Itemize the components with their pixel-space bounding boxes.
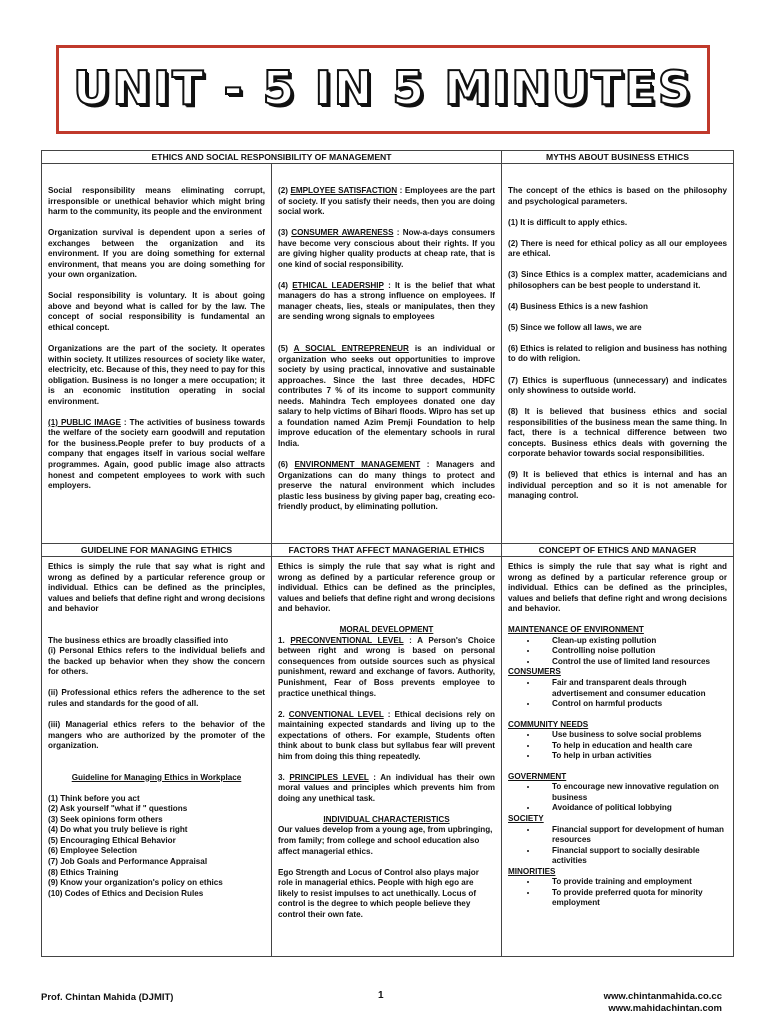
paragraph: (i) Personal Ethics refers to the individual beliefs and the backed up behavior when they show the concern for others.: [48, 646, 265, 677]
paragraph: Ethics is simply the rule that say what is right and wrong as defined by a particular reference group or individual. Ethics can be defined as the principles, values and beliefs that define right and wrong decisions and behavior.: [508, 562, 728, 614]
paragraph: Social responsibility means eliminating corrupt, irresponsible or unethical behavior which might bring harm to the community, its people and the environment: [48, 186, 265, 217]
title-banner: [56, 45, 710, 134]
list-item: • Avoidance of political lobbying: [538, 803, 727, 814]
label: CONVENTIONAL LEVEL: [288, 709, 384, 719]
text: : An individual has their own moral values and principles which prevents him from doing any unethical task.: [278, 772, 496, 803]
text: : Employees are the part of society. If you satisfy their needs, then you are doing social work.: [278, 186, 496, 217]
label: (1) PUBLIC IMAGE: [48, 417, 121, 427]
prefix: (3): [278, 228, 292, 238]
myth-item: (2) There is need for ethical policy as all our employees are ethical.: [508, 238, 728, 259]
paragraph-ethical-leadership: [278, 281, 495, 323]
myth-item: (8) It is believed that business ethics and social responsibilities of the business mean the same thing. In fact, there is a technical difference between two concepts. Business ethics deals with governing the corporate behavior towards social responsibilities.: [508, 407, 728, 459]
paragraph: Ethics is simply the rule that say what is right and wrong as defined by a particular reference group or individual. Ethics can be defined as the principles, values and beliefs that define right and wrong decisions and behavior: [48, 562, 265, 614]
list-item: • Control the use of limited land resources: [538, 657, 727, 668]
list-item: • To provide training and employment: [538, 877, 727, 888]
paragraph: Social responsibility is voluntary. It is about going above and beyond what is called for by the law. The concept of social responsibility is fundamental an ethical concept.: [48, 291, 265, 333]
label: ETHICAL LEADERSHIP: [292, 280, 384, 290]
myth-item: (7) Ethics is superfluous (unnecessary) and indicates only showiness to outside world.: [508, 375, 728, 396]
list-item: (8) Ethics Training: [48, 867, 119, 877]
list-item: • Controlling noise pollution: [538, 646, 727, 657]
section-header-myths: MYTHS ABOUT BUSINESS ETHICS: [502, 151, 734, 164]
list-item: • To help in urban activities: [538, 751, 727, 762]
myth-item: (4) Business Ethics is a new fashion: [508, 301, 648, 311]
list-item: (7) Job Goals and Performance Appraisal: [48, 856, 208, 866]
myth-item: (6) Ethics is related to religion and business has nothing to do with religion.: [508, 343, 728, 364]
section-header-ethics-social: ETHICS AND SOCIAL RESPONSIBILITY OF MANAGEMENT: [42, 151, 502, 164]
subsection-title: COMMUNITY NEEDS: [508, 719, 589, 729]
footer-author: Prof. Chintan Mahida (DJMIT): [41, 992, 174, 1003]
environment-list: [508, 636, 727, 668]
consumers-list: [508, 678, 727, 710]
list-item: • To encourage new innovative regulation on business: [538, 782, 727, 803]
paragraph-preconventional: [278, 636, 495, 699]
prefix: (4): [278, 280, 293, 290]
list-item: (2) Ask yourself "what if " questions: [48, 804, 188, 814]
footer-link[interactable]: www.chintanmahida.co.cc: [603, 991, 722, 1002]
minorities-list: [508, 877, 727, 909]
list-item: (5) Encouraging Ethical Behavior: [48, 835, 176, 845]
paragraph: Organizations are the part of the society. It operates within society. It utilizes resources of society like water, electricity, etc. Because of this, they need to pay for this obligation. Business is no longer a mere occupation; it is an economic institution operating in social environment.: [48, 344, 265, 406]
label: ENVIRONMENT MANAGEMENT: [294, 459, 421, 469]
list-item: • Use business to solve social problems: [538, 730, 727, 741]
list-item: • Financial support for development of human resources: [538, 825, 727, 846]
paragraph: Ethics is simply the rule that say what is right and wrong as defined by a particular reference group or individual. Ethics can be defined as the principles, values and beliefs that define right and wrong decisions and behavior.: [278, 562, 496, 614]
footer-websites: [604, 991, 722, 1015]
list-item: • To help in education and health care: [538, 741, 727, 752]
myth-item: (3) Since Ethics is a complex matter, academicians and philosophers can be best people to understand it.: [508, 270, 728, 290]
paragraph: (ii) Professional ethics refers the adherence to the set rules and standards for the good of all.: [48, 688, 265, 708]
section-header-factors: FACTORS THAT AFFECT MANAGERIAL ETHICS: [272, 544, 502, 557]
list-item: (10) Codes of Ethics and Decision Rules: [48, 888, 204, 898]
section-header-concept: CONCEPT OF ETHICS AND MANAGER: [502, 544, 734, 557]
prefix: 3.: [278, 772, 290, 782]
paragraph-conventional: [278, 710, 495, 763]
paragraph: (iii) Managerial ethics refers to the behavior of the mangers who are authorized by the promoter of the organization.: [48, 720, 265, 751]
ethics-social-column-2: [272, 164, 502, 544]
paragraph-environment-management: [278, 460, 495, 513]
society-list: [508, 825, 727, 867]
factors-column: [272, 557, 502, 957]
paragraph: Our values develop from a young age, from upbringing, from family; from college and school education also affect managerial ethics.: [278, 825, 493, 856]
text: : Managers and Organizations can do many things to protect and preserve the natural environment which includes plastic less business by giving paper bag, creating eco-friendly product, by eliminating pollution.: [278, 459, 496, 512]
prefix: 1.: [278, 635, 291, 645]
subsection-title: INDIVIDUAL CHARACTERISTICS: [323, 814, 450, 824]
subsection-title: CONSUMERS: [508, 667, 561, 677]
paragraph: Organization survival is dependent upon a series of exchanges between the organization and its environment. If you are doing something for external environment, that means you are doing something for your own organization.: [48, 228, 265, 280]
content-table: [41, 150, 734, 957]
myth-item: (9) It is believed that ethics is internal and has an individual perception and so it is not amenable for managing control.: [508, 470, 728, 501]
list-item: • Control on harmful products: [538, 699, 727, 710]
subsection-title: GOVERNMENT: [508, 771, 567, 781]
text: : It is the belief that what managers do has a strong influence on employees. If manager cheats, lies, steals or manipulates, then they are sending wrong signals to employees: [278, 280, 496, 322]
label: A SOCIAL ENTREPRENEUR: [293, 344, 409, 354]
subsection-title: MORAL DEVELOPMENT: [339, 625, 434, 635]
text: : The activities of business towards the welfare of the society earn goodwill and reputation for the business.People prefer to buy products of a company that engages itself in various social welfare programmes. Again, good public image also attracts honest and competent employees to work with such employers.: [48, 417, 265, 491]
myth-item: (5) Since we follow all laws, we are: [508, 322, 642, 332]
label: EMPLOYEE SATISFACTION: [290, 186, 398, 195]
paragraph: Ego Strength and Locus of Control also plays major role in managerial ethics. People with high ego are likely to resist impulses to act unethically. Locus of control is the degree to which people believe they control their own fate.: [278, 867, 479, 919]
list-item: (4) Do what you truly believe is right: [48, 825, 188, 835]
section-header-guideline: GUIDELINE FOR MANAGING ETHICS: [42, 544, 272, 557]
list-item: • Fair and transparent deals through advertisement and consumer education: [538, 678, 727, 699]
text: : A Person's Choice between right and wrong is based on personal consequences from outside sources such as physical punishment, reward and exchange of favors. Authority, Punishment, Fear of Boss prevents employee to practice unethical things.: [278, 635, 496, 698]
label: CONSUMER AWARENESS: [291, 228, 394, 238]
text: : Now-a-days consumers have become very conscious about their rights. If you are giving higher quality products at cheap rate, that is one kind of social responsibility.: [278, 228, 496, 269]
myths-column: [502, 164, 734, 544]
list-item: • Clean-up existing pollution: [538, 636, 727, 647]
page-title: UNIT - 5 IN 5 MINUTES: [73, 60, 693, 115]
guideline-column: [42, 557, 272, 957]
text: is an individual or organization who seeks out opportunities to improve society by using practical, innovative and sustainable approaches. Since the last three decades, HDFC contributes 7 % of its income to support community needs. Mahindra Tech employees donated one day salary to help victims of Bihari floods. Wipro has set up a foundation named Azim Premji Foundation to help improve education of the elementary schools in rural India.: [278, 344, 496, 448]
concept-column: [502, 557, 734, 957]
subsection-title: MAINTENANCE OF ENVIRONMENT: [508, 625, 644, 635]
prefix: 2.: [278, 709, 289, 719]
subsection-title: Guideline for Managing Ethics in Workplace: [71, 772, 242, 782]
list-item: (3) Seek opinions form others: [48, 814, 163, 824]
paragraph-employee-satisfaction: [278, 186, 495, 218]
subsection-title: MINORITIES: [508, 866, 556, 876]
government-list: [508, 782, 727, 814]
paragraph-social-entrepreneur: [278, 344, 495, 449]
label: PRECONVENTIONAL LEVEL: [290, 635, 404, 645]
list-item: (6) Employee Selection: [48, 846, 137, 856]
paragraph-principles: [278, 773, 495, 805]
footer-link[interactable]: www.mahidachintan.com: [608, 1003, 722, 1014]
prefix: (5): [278, 344, 294, 354]
list-item: • To provide preferred quota for minority employment: [538, 888, 727, 909]
paragraph-consumer-awareness: [278, 228, 495, 270]
paragraph-public-image: [48, 418, 265, 492]
guideline-list: [48, 794, 265, 899]
ethics-social-column-1: [42, 164, 272, 544]
text: : Ethical decisions rely on maintaining expected standards and living up to the expectations of others. For example, Students often think about to bunk class but syllabus fear will prevent him from doing this thing repeatedly.: [278, 709, 496, 761]
list-item: (9) Know your organization's policy on ethics: [48, 878, 223, 888]
list-item: (1) Think before you act: [48, 793, 140, 803]
prefix: (6): [278, 459, 295, 469]
myth-item: (1) It is difficult to apply ethics.: [508, 217, 628, 227]
prefix: (2): [278, 186, 291, 195]
label: PRINCIPLES LEVEL: [289, 772, 369, 782]
myth-item: The concept of the ethics is based on the philosophy and psychological parameters.: [508, 186, 728, 206]
subsection-title: SOCIETY: [508, 813, 544, 823]
paragraph: The business ethics are broadly classified into: [48, 635, 229, 645]
footer-page-number: 1: [378, 990, 384, 1001]
community-list: [508, 730, 727, 762]
list-item: • Financial support to socially desirable activities: [538, 846, 727, 867]
